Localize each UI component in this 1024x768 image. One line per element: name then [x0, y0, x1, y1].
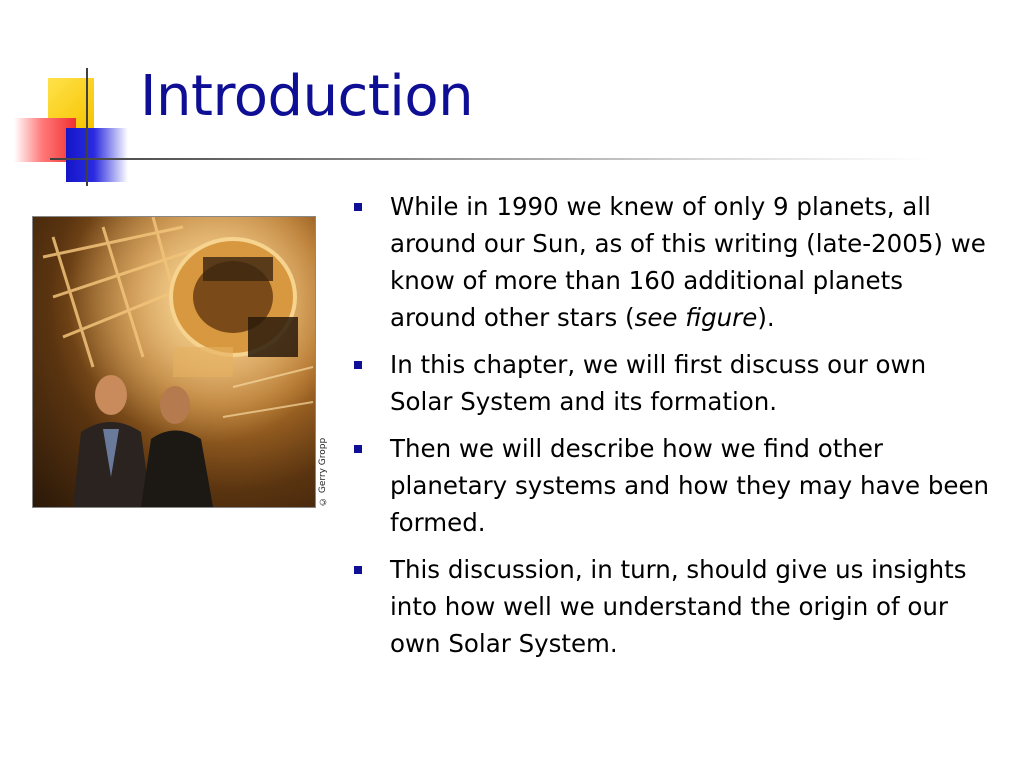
bullet-text: This discussion, in turn, should give us insights into how well we understand the origin of our own Solar System.	[390, 555, 967, 658]
bullet-item	[352, 551, 992, 662]
telescope-photo	[32, 216, 316, 508]
bullet-item	[352, 188, 992, 336]
bullet-item	[352, 346, 992, 420]
photo-credit: © Gerry Gropp	[318, 437, 328, 506]
office-theme-logo-icon	[0, 0, 150, 200]
square-bullet-icon	[354, 203, 362, 211]
bullet-list	[352, 188, 992, 672]
bullet-text: In this chapter, we will first discuss our own Solar System and its formation.	[390, 350, 927, 416]
square-bullet-icon	[354, 361, 362, 369]
bullet-item	[352, 430, 992, 541]
bullet-emphasis: see figure	[634, 303, 758, 332]
telescope-photo-illustration	[33, 217, 315, 507]
title-underline-divider	[50, 158, 930, 160]
logo-vertical-line	[86, 68, 88, 186]
square-bullet-icon	[354, 445, 362, 453]
slide-title: Introduction	[140, 64, 474, 129]
bullet-text: While in 1990 we knew of only 9 planets, all around our Sun, as of this writing (late-2005) we know of more than 160 additional planets around other stars (	[390, 192, 986, 332]
square-bullet-icon	[354, 566, 362, 574]
bullet-text: Then we will describe how we find other planetary systems and how they may have been formed.	[390, 434, 990, 537]
bullet-text-end: ).	[757, 303, 775, 332]
logo-blue-square	[66, 128, 128, 182]
